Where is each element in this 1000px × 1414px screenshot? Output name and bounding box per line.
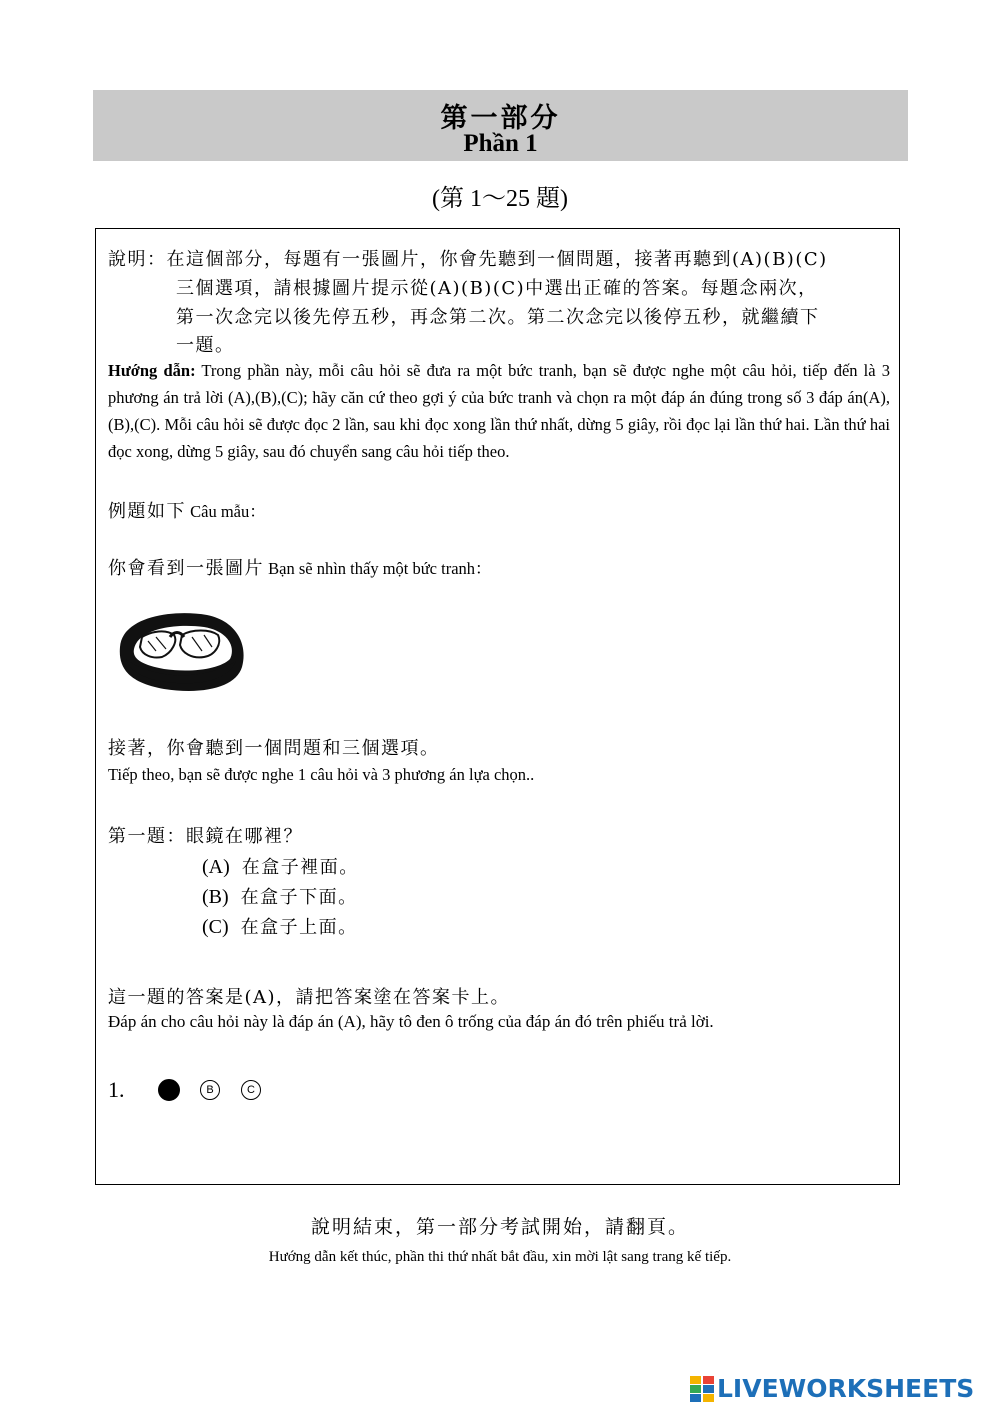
option-b: (B) 在盒子下面。 [202, 886, 358, 908]
option-c: (C) 在盒子上面。 [202, 916, 358, 938]
instructions-zh-line-4: 一題。 [176, 335, 235, 356]
instructions-vi-label: Hướng dẫn: [108, 361, 196, 380]
example-next-zh: 接著，你會聽到一個問題和三個選項。 [108, 738, 440, 759]
answer-bubble-a [158, 1079, 180, 1101]
example-next-vi: Tiếp theo, bạn sẽ được nghe 1 câu hỏi và 3 phương án lựa chọn.. [108, 765, 535, 784]
instructions-vi [108, 357, 890, 465]
section-title-zh: 第一部分 [440, 103, 561, 134]
answer-number: 1. [108, 1077, 125, 1102]
question-range: (第 1～25 題) [432, 186, 568, 212]
section-title-vi: Phần 1 [463, 130, 538, 157]
example-picture-label: 你會看到一張圖片 Bạn sẽ nhìn thấy một bức tranh： [108, 558, 492, 579]
example-intro: 例題如下 Câu mẫu： [108, 501, 266, 522]
glasses-in-case-image [112, 607, 246, 693]
answer-bubble-b: B [200, 1080, 220, 1100]
answer-bubble-c: C [241, 1080, 261, 1100]
instructions-zh-line-1: 說明：在這個部分，每題有一張圖片，你會先聽到一個問題，接著再聽到(A)(B)(C) [108, 249, 828, 270]
section-header [93, 90, 908, 161]
answer-explanation-vi: Đáp án cho câu hỏi này là đáp án (A), hãy tô đen ô trống của đáp án đó trên phiếu trả lời. [108, 1012, 714, 1031]
example-question: 第一題：眼鏡在哪裡？ [108, 826, 303, 847]
option-a: (A) 在盒子裡面。 [202, 856, 359, 878]
liveworksheets-icon [690, 1376, 714, 1402]
answer-explanation-zh: 這一題的答案是(A)，請把答案塗在答案卡上。 [108, 987, 511, 1008]
liveworksheets-wordmark: LIVEWORKSHEETS [717, 1374, 975, 1403]
instructions-zh-line-2: 三個選項，請根據圖片提示從(A)(B)(C)中選出正確的答案。每題念兩次， [176, 278, 818, 299]
footer-zh: 說明結束，第一部分考試開始，請翻頁。 [310, 1216, 689, 1238]
instructions-vi-text: Trong phần này, mỗi câu hỏi sẽ đưa ra một bức tranh, bạn sẽ được nghe một câu hỏi, tiếp đến là 3 phương án trả lời (A),(B),(C); hãy căn cứ theo gợi ý của bức tranh và chọn ra một đáp án đúng trong số 3 đáp án(A),(B),(C). Mỗi câu hỏi sẽ được đọc 2 lần, sau khi đọc xong lần thứ nhất, dừng 5 giây, rồi đọc lại lần thứ hai. Lần thứ hai đọc xong, dừng 5 giây, sau đó chuyển sang câu hỏi tiếp theo. [108, 361, 890, 461]
instructions-zh-line-3: 第一次念完以後先停五秒，再念第二次。第二次念完以後停五秒，就繼續下 [176, 307, 820, 328]
footer-vi: Hướng dẫn kết thúc, phần thi thứ nhất bắt đầu, xin mời lật sang trang kế tiếp. [268, 1249, 732, 1265]
instructions-box [95, 228, 900, 1185]
